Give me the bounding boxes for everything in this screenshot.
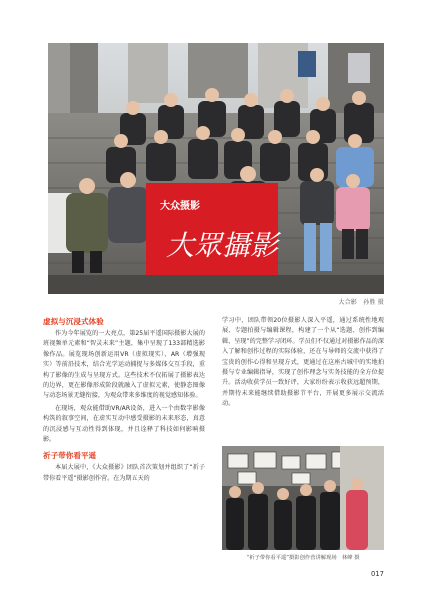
- photo-credit: 大合影 孙胜 摄: [338, 299, 384, 306]
- page-number: 017: [371, 570, 384, 578]
- group-photo: [48, 43, 384, 294]
- workshop-photo-illustration: [222, 446, 384, 550]
- group-photo-illustration: [48, 43, 384, 294]
- photo-caption: “祈子带你看平遥”摄影创作营讲解现场 林峰 摄: [246, 555, 360, 561]
- paragraph: 本届大展中，《大众摄影》团队首次策划并组织了“祈子带你看平遥”摄影创作营。在为期五天的: [43, 464, 205, 482]
- paragraph: 学习中，团队带领20位摄影人深入平遥，通过系统性地观展、专题拍摄与编辑课程，构建了一个从“选题、创作到编辑、呈现”的完整学习闭环。学员们不仅通过对摄影作品的深入了解和创作过程的实际体验，还在与导师的交流中获得了宝贵的创作心得和呈现方式，更通过在这座古城中的实地拍摄与专业编辑指导，实现了创作理念与实务技能的全方位提升。活动收获学员一致好评，大家纷纷表示收获远超预期，并期待未来能继续借助摄影节平台，开展更多展示交流活动。: [222, 317, 384, 408]
- paragraph: 作为今年展览的一大亮点，第25届平遥国际摄影大展的班视频单元素和“智灵未来”主题，集中呈现了133部精选影像作品。展览现场创新运用VR（虚拟现实）、AR（增强现实）等前沿技术，结合光学运动捕捉与多媒体交互手段，重构了影像的生成与呈现方式。这些技术不仅拓展了摄影表达的边界，更在影像形成阶段就融入了虚拟元素，使静态图像与动态场景无缝衔接，为观众带来多维度的视觉感知体验。: [43, 330, 205, 400]
- left-column: [43, 316, 205, 486]
- section-heading-virtual: 虚拟与沉浸式体验: [43, 317, 104, 326]
- banner-calligraphy: 大眾攝影: [166, 229, 279, 262]
- workshop-photo: [222, 446, 384, 550]
- paragraph: 在现场，观众能借助VR/AR设备，进入一个由数字影像构筑的叙事空间，在虚实互动中感受摄影的未来形态，真意的沉浸感与互动性得到体现，并且诠释了科技如何影响摄影。: [43, 404, 205, 444]
- banner-logo-text: 大众摄影: [160, 201, 200, 212]
- section-heading-pingyao: 祈子带你看平遥: [43, 451, 97, 461]
- right-column: [222, 316, 384, 412]
